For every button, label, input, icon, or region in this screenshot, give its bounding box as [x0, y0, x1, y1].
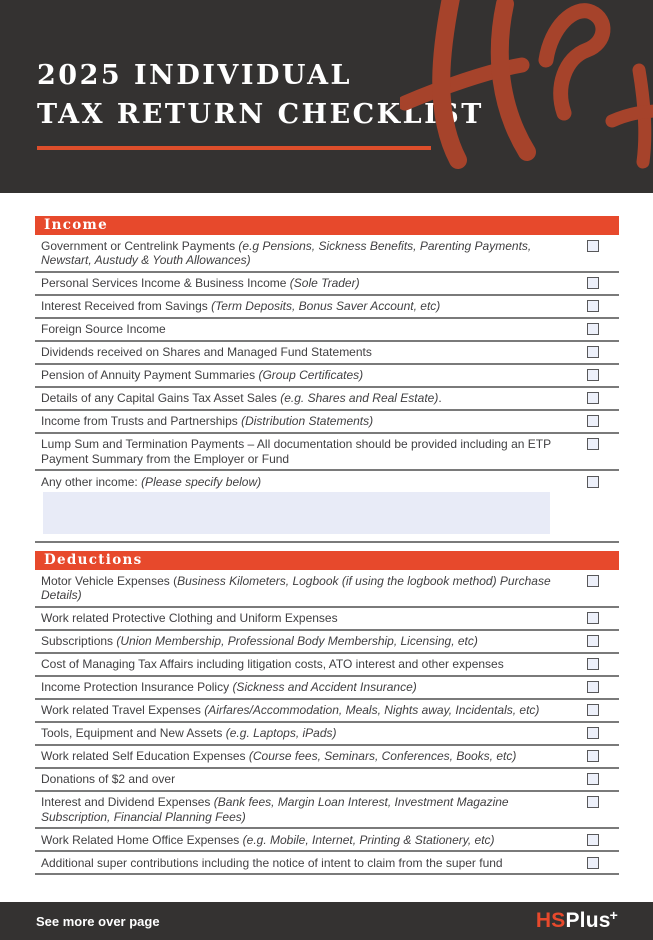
checklist-item-label: Subscriptions (Union Membership, Professional Body Membership, Licensing, etc) — [41, 634, 478, 648]
checkbox[interactable] — [587, 392, 599, 404]
checkbox[interactable] — [587, 323, 599, 335]
checklist-row — [35, 411, 619, 434]
checklist-item-label: Additional super contributions including the notice of intent to claim from the super fund — [41, 855, 503, 870]
hsplus-logo — [536, 909, 619, 933]
checklist-row-main — [35, 657, 619, 672]
checklist-row — [35, 631, 619, 654]
checkbox[interactable] — [587, 575, 599, 587]
checkbox[interactable] — [587, 635, 599, 647]
page-title-line2: TAX RETURN CHECKLIST — [37, 99, 484, 130]
checklist-row-main — [35, 611, 619, 626]
checklist-row-main — [35, 299, 619, 314]
checklist-row-main — [35, 772, 619, 787]
checkbox[interactable] — [587, 834, 599, 846]
checklist-item-label: Government or Centrelink Payments (e.g Pensions, Sickness Benefits, Parenting Payments, Newstart, Austudy & Youth Allowances) — [41, 238, 532, 267]
checkbox[interactable] — [587, 476, 599, 488]
checklist-row-main — [35, 475, 619, 490]
checkbox[interactable] — [587, 369, 599, 381]
checklist-row — [35, 700, 619, 723]
section-header-deductions: Deductions — [35, 551, 619, 570]
checklist-item-label: Interest Received from Savings (Term Deposits, Bonus Saver Account, etc) — [41, 299, 441, 313]
checklist-item-label: Donations of $2 and over — [41, 772, 176, 786]
checklist-row — [35, 273, 619, 296]
page-header — [0, 0, 653, 193]
checklist-row-main — [35, 391, 619, 406]
checklist-row — [35, 829, 619, 852]
checklist-item-label: Details of any Capital Gains Tax Asset Sales (e.g. Shares and Real Estate). — [41, 391, 442, 405]
checklist-row — [35, 792, 619, 830]
checklist-row-main — [35, 239, 619, 268]
checkbox[interactable] — [587, 681, 599, 693]
checklist-row — [35, 342, 619, 365]
checklist-content — [0, 193, 653, 875]
other-income-input[interactable] — [43, 492, 550, 534]
checkbox[interactable] — [587, 658, 599, 670]
income-rows — [35, 235, 619, 543]
checklist-item-label: Personal Services Income & Business Income (Sole Trader) — [41, 276, 360, 290]
checkbox[interactable] — [587, 773, 599, 785]
title-underline-rule — [37, 146, 431, 150]
checklist-item-label: Tools, Equipment and New Assets (e.g. Laptops, iPads) — [41, 726, 337, 740]
checklist-item-label: Any other income: (Please specify below) — [41, 474, 262, 489]
page-footer — [0, 902, 653, 940]
checklist-row-main — [35, 634, 619, 649]
checklist-row — [35, 852, 619, 875]
hs-monogram-logo — [400, 0, 653, 193]
checklist-item-label: Work related Protective Clothing and Uniform Expenses — [41, 611, 338, 625]
checkbox[interactable] — [587, 750, 599, 762]
checklist-row — [35, 471, 619, 543]
checklist-row-main — [35, 345, 619, 360]
checklist-row-main — [35, 414, 619, 429]
checkbox[interactable] — [587, 415, 599, 427]
checkbox[interactable] — [587, 240, 599, 252]
checklist-row — [35, 677, 619, 700]
checklist-row-main — [35, 574, 619, 603]
checklist-row — [35, 235, 619, 273]
checklist-row-main — [35, 856, 619, 871]
footer-note: See more over page — [36, 913, 160, 929]
checklist-item-label: Motor Vehicle Expenses (Business Kilometers, Logbook (if using the logbook method) Purchase Details) — [41, 573, 551, 602]
checklist-row-main — [35, 795, 619, 824]
checklist-row-main — [35, 322, 619, 337]
checklist-row — [35, 319, 619, 342]
checklist-item-label: Work related Self Education Expenses (Course fees, Seminars, Conferences, Books, etc) — [41, 749, 517, 763]
checklist-item-label: Interest and Dividend Expenses (Bank fees, Margin Loan Interest, Investment Magazine Subscription, Financial Planning Fees) — [41, 795, 509, 824]
deductions-section — [35, 551, 619, 875]
plus-icon: + — [609, 907, 618, 923]
checklist-item-label: Dividends received on Shares and Managed Fund Statements — [41, 345, 372, 359]
checklist-item-label: Income Protection Insurance Policy (Sickness and Accident Insurance) — [41, 680, 417, 694]
checklist-row — [35, 434, 619, 472]
checklist-item-label: Foreign Source Income — [41, 322, 166, 336]
checklist-item-label: Income from Trusts and Partnerships (Distribution Statements) — [41, 414, 374, 428]
checklist-row-main — [35, 680, 619, 695]
checklist-row — [35, 365, 619, 388]
hsplus-logo-plus: Plus — [565, 909, 611, 932]
checklist-row — [35, 654, 619, 677]
checklist-row-main — [35, 703, 619, 718]
checkbox[interactable] — [587, 612, 599, 624]
checklist-row — [35, 769, 619, 792]
checklist-item-label: Lump Sum and Termination Payments – All documentation should be provided including an ETP Payment Summary from the Employer or Fund — [41, 437, 551, 466]
checklist-row-main — [35, 726, 619, 741]
checklist-row — [35, 746, 619, 769]
checkbox[interactable] — [587, 438, 599, 450]
hsplus-logo-hs: HS — [535, 909, 566, 932]
checkbox[interactable] — [587, 727, 599, 739]
checklist-item-label: Work related Travel Expenses (Airfares/Accommodation, Meals, Nights away, Incidentals, etc) — [41, 703, 540, 717]
checkbox[interactable] — [587, 277, 599, 289]
section-header-income: Income — [35, 216, 619, 235]
checklist-row-main — [35, 276, 619, 291]
checklist-row — [35, 296, 619, 319]
checkbox[interactable] — [587, 796, 599, 808]
checklist-row — [35, 570, 619, 608]
checkbox[interactable] — [587, 300, 599, 312]
checklist-row-main — [35, 368, 619, 383]
checkbox[interactable] — [587, 704, 599, 716]
checklist-row — [35, 608, 619, 631]
page-title-line1: 2025 INDIVIDUAL — [37, 60, 353, 91]
checklist-row — [35, 723, 619, 746]
deductions-rows — [35, 570, 619, 875]
income-section — [35, 216, 619, 543]
checklist-row-main — [35, 749, 619, 764]
checklist-item-label: Pension of Annuity Payment Summaries (Group Certificates) — [41, 368, 364, 382]
checklist-item-label: Work Related Home Office Expenses (e.g. Mobile, Internet, Printing & Stationery, etc) — [41, 832, 495, 847]
checklist-row-main — [35, 833, 619, 848]
checkbox[interactable] — [587, 346, 599, 358]
checkbox[interactable] — [587, 857, 599, 869]
checklist-row — [35, 388, 619, 411]
checklist-row-main — [35, 437, 619, 466]
checklist-item-label: Cost of Managing Tax Affairs including litigation costs, ATO interest and other expenses — [41, 657, 504, 671]
